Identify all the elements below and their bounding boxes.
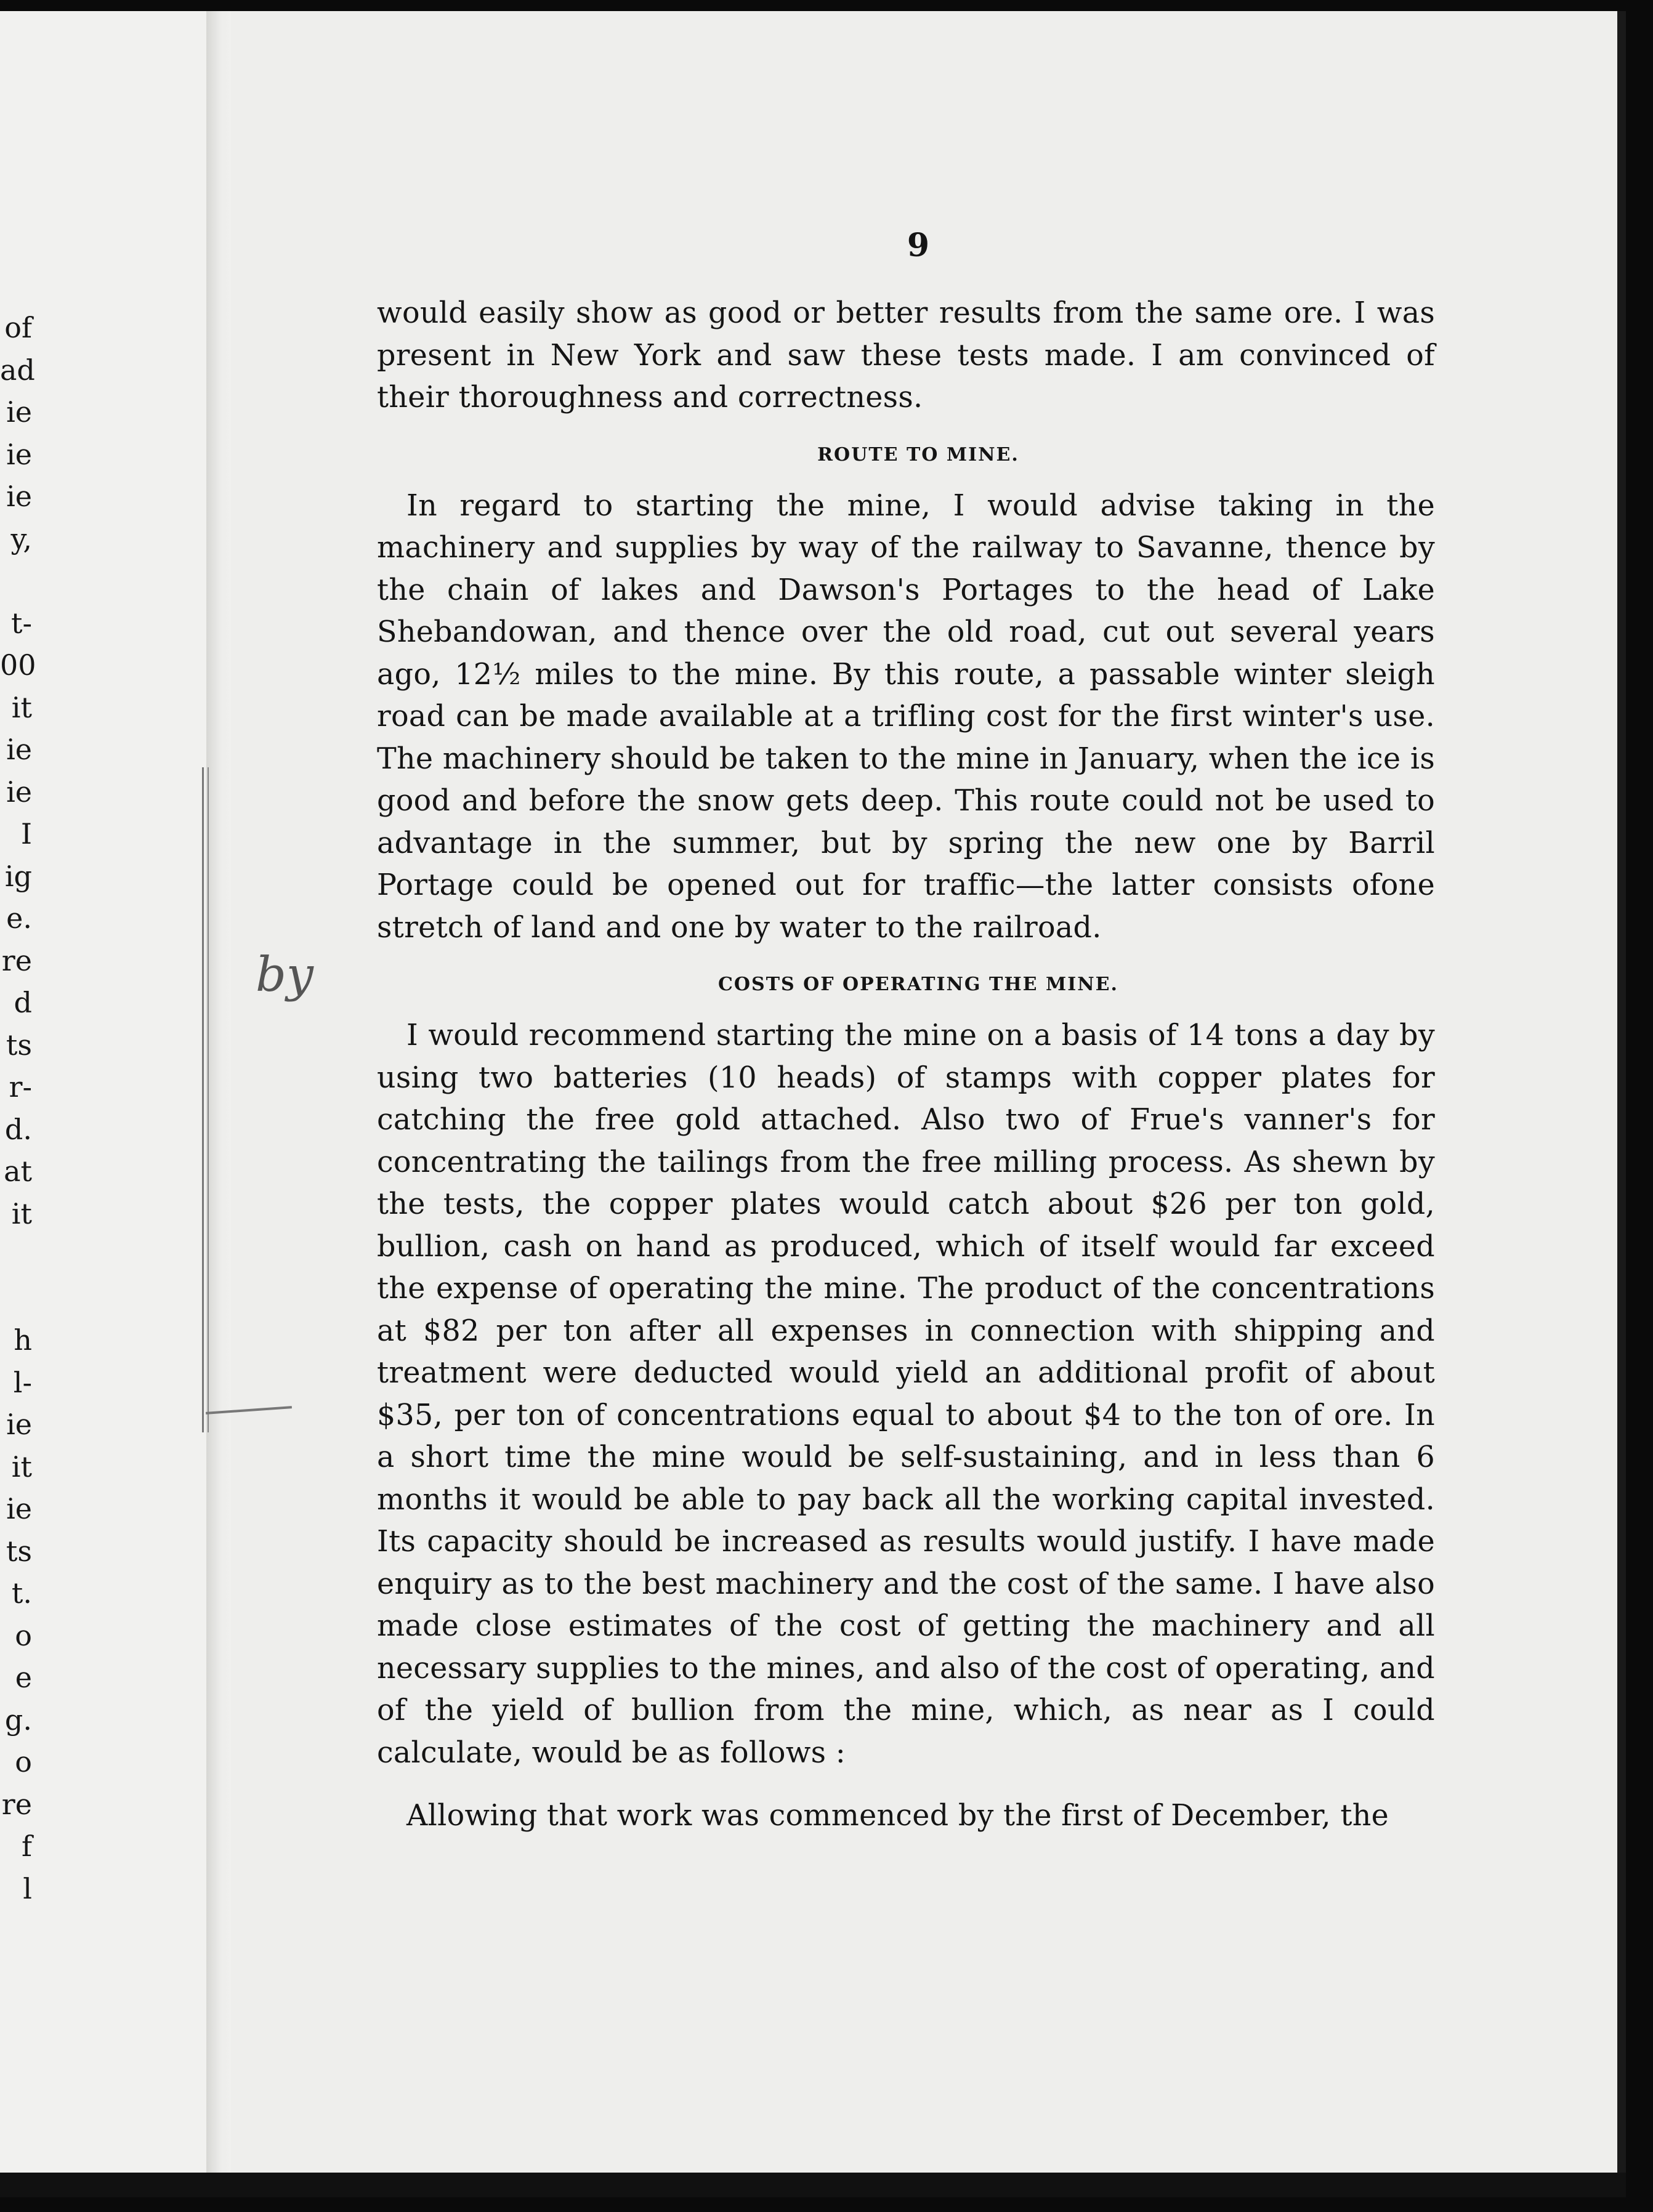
facing-page-fragment: f	[21, 1830, 32, 1863]
facing-page-fragment: ie	[6, 1408, 32, 1441]
facing-page-fragment: re	[1, 943, 32, 977]
opening-paragraph: would easily show as good or better results from the same ore. I was present in New York and saw these tests made. I am convinced of their thoroughness and correctness.	[377, 296, 1435, 414]
facing-page-fragment: ie	[6, 775, 32, 809]
section-heading-costs: COSTS OF OPERATING THE MINE.	[718, 974, 1118, 995]
facing-page-fragment: y,	[10, 522, 32, 555]
facing-page-fragment: I	[20, 817, 32, 850]
facing-page-fragment	[0, 1277, 37, 1320]
facing-page-fragment: g.	[4, 1703, 32, 1737]
book-gutter	[206, 11, 231, 2197]
facing-page-fragment: ie	[6, 480, 32, 513]
facing-page-fragment: re	[1, 1787, 32, 1821]
scan-bottom-border	[0, 2173, 1626, 2197]
facing-page-edge	[0, 11, 216, 2197]
closing-paragraph: Allowing that work was commenced by the first of December, the	[406, 1799, 1389, 1833]
page-body	[377, 227, 1435, 1838]
section-heading-route: ROUTE TO MINE.	[817, 443, 1019, 466]
facing-page-fragment: o	[15, 1745, 32, 1778]
facing-page-fragment: ie	[6, 1492, 32, 1525]
facing-page-fragment: t-	[10, 606, 32, 640]
facing-page-text-fragments	[0, 307, 37, 1910]
facing-page-fragment: d	[14, 986, 32, 1019]
facing-page-fragment: e	[15, 1661, 32, 1694]
facing-page-fragment: it	[11, 690, 32, 724]
facing-page-fragment: ts	[6, 1028, 32, 1062]
facing-page-fragment: ts	[6, 1534, 32, 1568]
facing-page-fragment: ie	[6, 395, 32, 429]
costs-paragraph: I would recommend starting the mine on a basis of 14 tons a day by using two batteries (10 heads) of stamps with copper plates for catching the free gold attached. Also two of Frue's vanner's for concentrating the tailings from the free milling process. As shewn by the tests, the copper plates would catch about $26 per ton gold, bullion, cash on hand as produced, which of itself would far exceed the expense of operating the mine. The product of the concentrations at $82 per ton after all expenses in connection with shipping and treatment were deducted would yield an additional profit of about $35, per ton of concentrations equal to about $4 to the ton of ore. In a short time the mine would be self-sustaining, and in less than 6 months it would be able to pay back all the working capital invested. Its capacity should be increased as results would justify. I have made enquiry as to the best machinery and the cost of the same. I have also made close estimates of the cost of getting the machinery and all necessary supplies to the mines, and also of the cost of operating, and of the yield of bullion from the mine, which, as near as I could calculate, would be as follows :	[377, 1019, 1435, 1770]
facing-page-fragment: ig	[4, 859, 32, 893]
facing-page-fragment: at	[4, 1155, 32, 1188]
facing-page-fragment: of	[4, 311, 32, 344]
pencil-margin-line	[202, 767, 209, 1432]
handwritten-annotation: by	[256, 947, 313, 1003]
facing-page-fragment: e.	[6, 902, 32, 935]
facing-page-fragment: l-	[13, 1365, 32, 1399]
facing-page-fragment: 00	[0, 648, 36, 682]
facing-page-fragment: ie	[6, 733, 32, 766]
facing-page-fragment: ie	[6, 437, 32, 471]
facing-page-fragment: t.	[11, 1576, 32, 1610]
facing-page-fragment: d.	[4, 1112, 32, 1146]
facing-page-fragment: r-	[9, 1070, 32, 1104]
facing-page-fragment	[0, 1235, 37, 1277]
facing-page-fragment: l	[23, 1871, 32, 1905]
facing-page-fragment: o	[15, 1618, 32, 1652]
facing-page-fragment	[0, 560, 37, 602]
scanned-page	[0, 11, 1626, 2197]
facing-page-fragment: ad	[0, 353, 35, 387]
route-paragraph: In regard to starting the mine, I would advise taking in the machinery and supplies by way of the railway to Savanne, thence by the chain of lakes and Dawson's Portages to the head of Lake Shebandowan, and thence over the old road, cut out several years ago, 12½ miles to the mine. By this route, a passable winter sleigh road can be made available at a trifling cost for the first winter's use. The machinery should be taken to the mine in January, when the ice is good and before the snow gets deep. This route could not be used to advantage in the summer, but by spring the new one by Barril Portage could be opened out for traffic—the latter consists ofone stretch of land and one by water to the railroad.	[377, 488, 1435, 945]
facing-page-fragment: it	[11, 1450, 32, 1483]
facing-page-fragment: h	[14, 1323, 32, 1357]
facing-page-fragment: it	[11, 1197, 32, 1230]
scan-right-border	[1617, 11, 1626, 2197]
page-number: 9	[907, 227, 930, 264]
